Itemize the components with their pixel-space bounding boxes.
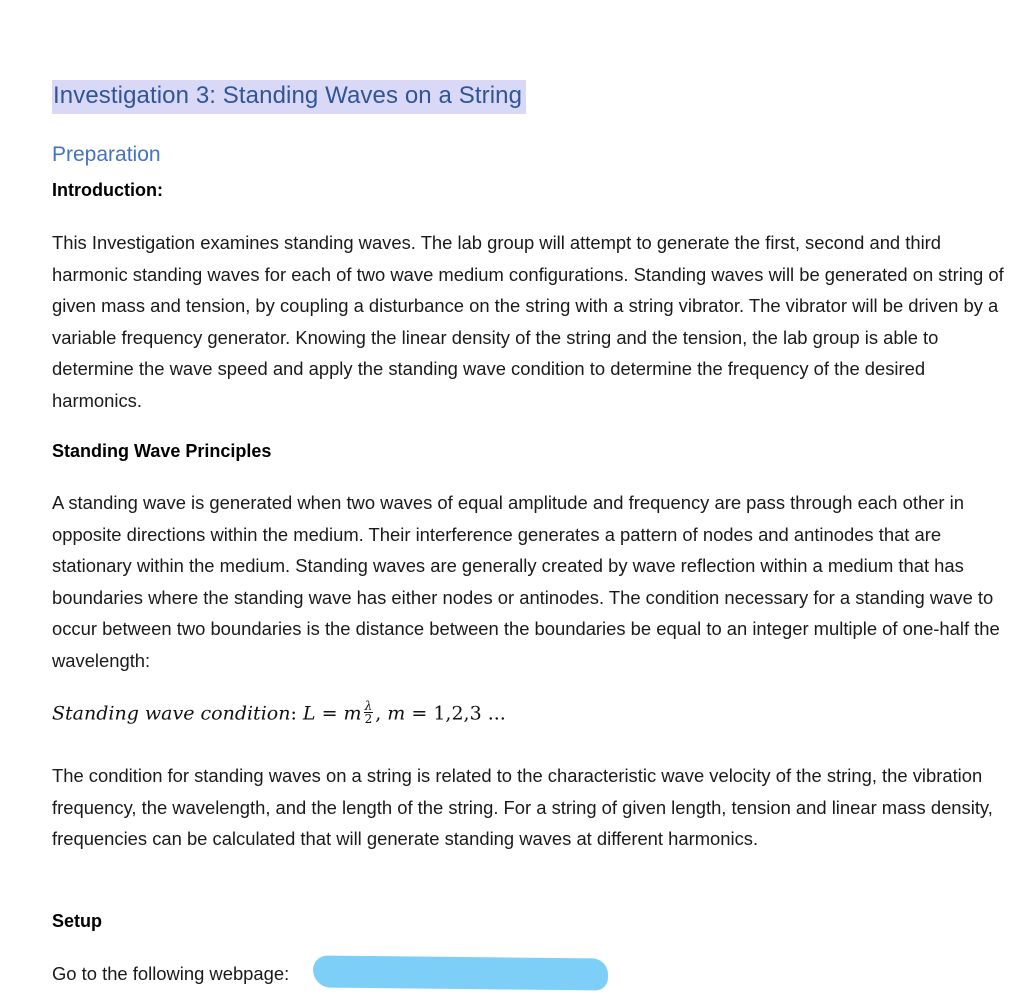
setup-heading: Setup	[52, 911, 103, 931]
principles-paragraph: A standing wave is generated when two waves of equal amplitude and frequency are pass through each other in opposite directions within the medium. Their interference generates a pattern of nodes and antinodes that are stationary within the medium. Standing waves are generally created by wave reflection within a medium that has boundaries where the standing wave has either nodes or antinodes. The condition necessary for a standing wave to occur between two boundaries is the distance between the boundaries be equal to an integer multiple of one-half the wavelength:	[52, 492, 1000, 671]
fraction-denominator: 2	[364, 712, 373, 726]
equation-tail-variable: m	[387, 702, 406, 725]
principles-heading: Standing Wave Principles	[52, 441, 272, 461]
document-title: Investigation 3: Standing Waves on a String	[52, 80, 526, 114]
equation-label: Standing wave condition	[52, 702, 291, 725]
section-heading-preparation: Preparation	[52, 143, 161, 166]
principles-paragraph-2: The condition for standing waves on a string is related to the characteristic wave velocity of the string, the vibration frequency, the wavelength, and the length of the string. For a string of given length, tension and linear mass density, frequencies can be calculated that will generate standing waves at different harmonics.	[52, 765, 993, 849]
redaction-mark	[313, 955, 608, 990]
fraction-numerator: λ	[364, 699, 373, 713]
equation-tail-values: 1,2,3 ...	[433, 702, 506, 725]
setup-paragraph: Go to the following webpage:	[52, 963, 290, 984]
standing-wave-equation: Standing wave condition: L = m $\frac{\lambda}{2}$ , m = 1,2,3 ...	[52, 699, 506, 726]
equation-lhs: L	[302, 702, 316, 725]
equation-fraction	[364, 700, 374, 725]
introduction-paragraph: This Investigation examines standing waves. The lab group will attempt to generate the first, second and third harmonic standing waves for each of two wave medium configurations. Standing waves will be generated on string of given mass and tension, by coupling a disturbance on the string with a string vibrator. The vibrator will be driven by a variable frequency generator. Knowing the linear density of the string and the tension, the lab group is able to determine the wave speed and apply the standing wave condition to determine the frequency of the desired harmonics.	[52, 232, 1004, 411]
equation-coefficient: m	[343, 702, 362, 725]
equation-equals: =	[321, 702, 338, 725]
introduction-heading: Introduction:	[52, 180, 163, 200]
